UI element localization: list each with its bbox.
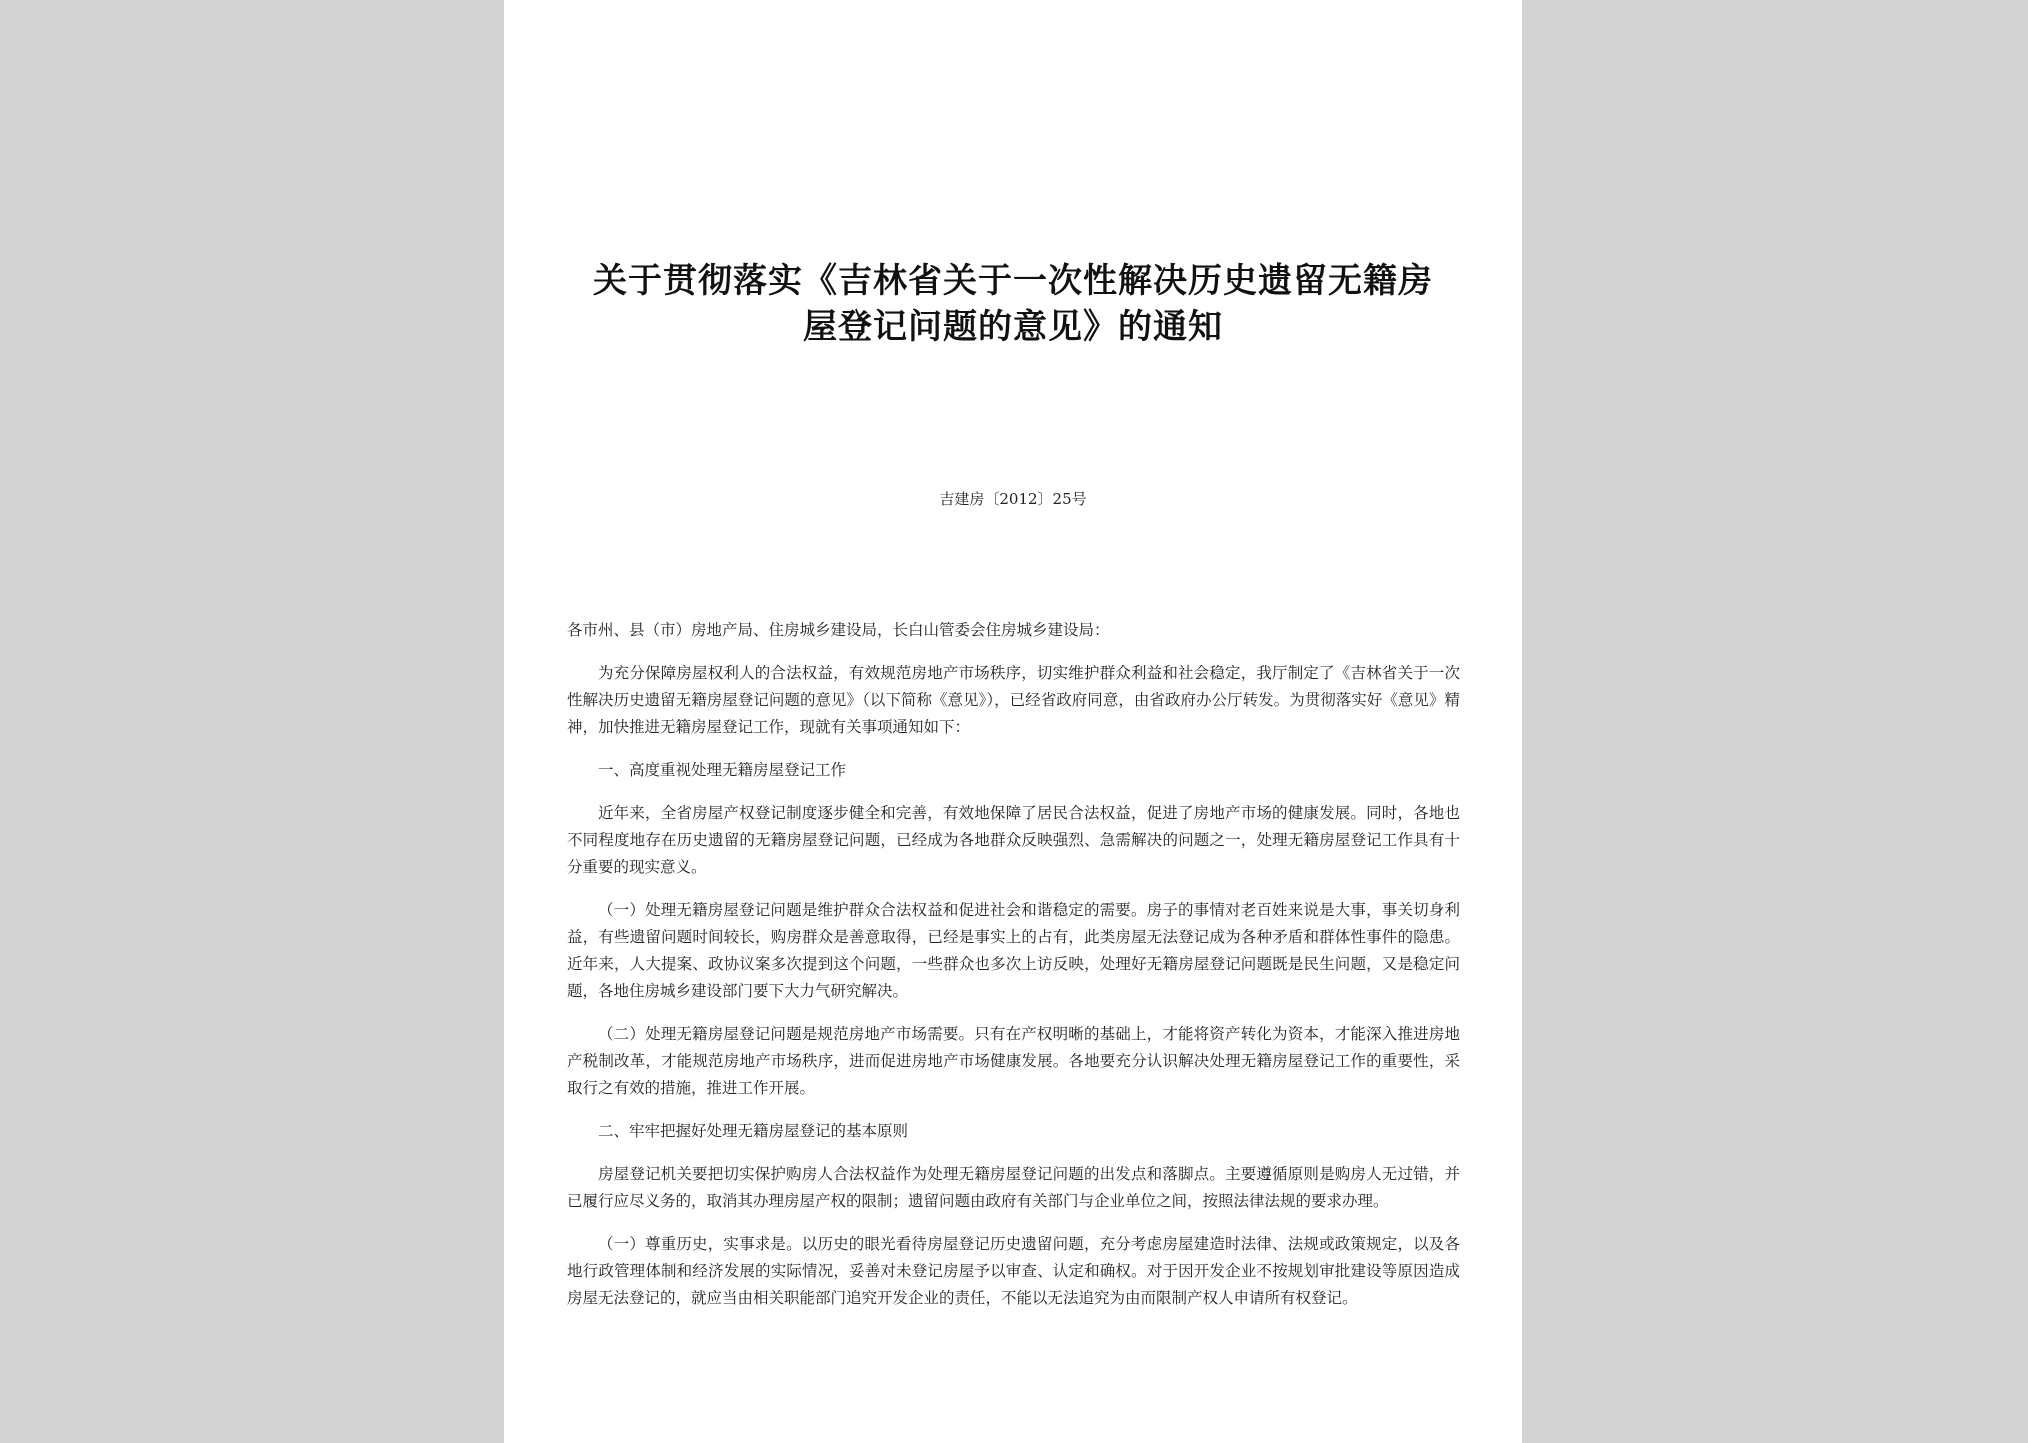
- section-heading: 二、牢牢把握好处理无籍房屋登记的基本原则: [598, 1122, 909, 1140]
- paragraph: （一）尊重历史，实事求是。以历史的眼光看待房屋登记历史遗留问题，充分考虑房屋建造时法律、法规或政策规定，以及各地行政管理体制和经济发展的实际情况，妥善对未登记房屋予以审查、认定和确权。对于因开发企业不按规划审批建设等原因造成房屋无法登记的，就应当由相关职能部门追究开发企业的责任，不能以无法追究为由而限制产权人申请所有权登记。: [567, 1235, 1460, 1307]
- document-number: 吉建房〔2012〕25号: [939, 490, 1087, 508]
- paragraph: 近年来，全省房屋产权登记制度逐步健全和完善，有效地保障了居民合法权益，促进了房地产市场的健康发展。同时，各地也不同程度地存在历史遗留的无籍房屋登记问题，已经成为各地群众反映强烈、急需解决的问题之一，处理无籍房屋登记工作具有十分重要的现实意义。: [567, 804, 1460, 876]
- addressee: 各市州、县（市）房地产局、住房城乡建设局，长白山管委会住房城乡建设局：: [567, 621, 1110, 639]
- paragraph: （一）处理无籍房屋登记问题是维护群众合法权益和促进社会和谐稳定的需要。房子的事情对老百姓来说是大事，事关切身利益，有些遗留问题时间较长，购房群众是善意取得，已经是事实上的占有，此类房屋无法登记成为各种矛盾和群体性事件的隐患。近年来，人大提案、政协议案多次提到这个问题，一些群众也多次上访反映，处理好无籍房屋登记问题既是民生问题，又是稳定问题，各地住房城乡建设部门要下大力气研究解决。: [567, 901, 1460, 1000]
- paragraph: 为充分保障房屋权利人的合法权益，有效规范房地产市场秩序，切实维护群众利益和社会稳定，我厅制定了《吉林省关于一次性解决历史遗留无籍房屋登记问题的意见》（以下简称《意见》），已经省政府同意，由省政府办公厅转发。为贯彻落实好《意见》精神，加快推进无籍房屋登记工作，现就有关事项通知如下：: [567, 664, 1460, 736]
- paragraph: （二）处理无籍房屋登记问题是规范房地产市场需要。只有在产权明晰的基础上，才能将资产转化为资本，才能深入推进房地产税制改革，才能规范房地产市场秩序，进而促进房地产市场健康发展。各地要充分认识解决处理无籍房屋登记工作的重要性，采取行之有效的措施，推进工作开展。: [567, 1025, 1460, 1097]
- document-body: [567, 617, 1460, 1328]
- paragraph: 房屋登记机关要把切实保护购房人合法权益作为处理无籍房屋登记问题的出发点和落脚点。主要遵循原则是购房人无过错，并已履行应尽义务的，取消其办理房屋产权的限制；遗留问题由政府有关部门与企业单位之间，按照法律法规的要求办理。: [567, 1165, 1460, 1210]
- section-heading: 一、高度重视处理无籍房屋登记工作: [598, 761, 847, 779]
- document-title: [564, 258, 1462, 350]
- document-title-line-2: 屋登记问题的意见》的通知: [803, 307, 1223, 347]
- document-title-line-1: 关于贯彻落实《吉林省关于一次性解决历史遗留无籍房: [593, 261, 1433, 301]
- document-page: [504, 0, 1522, 1443]
